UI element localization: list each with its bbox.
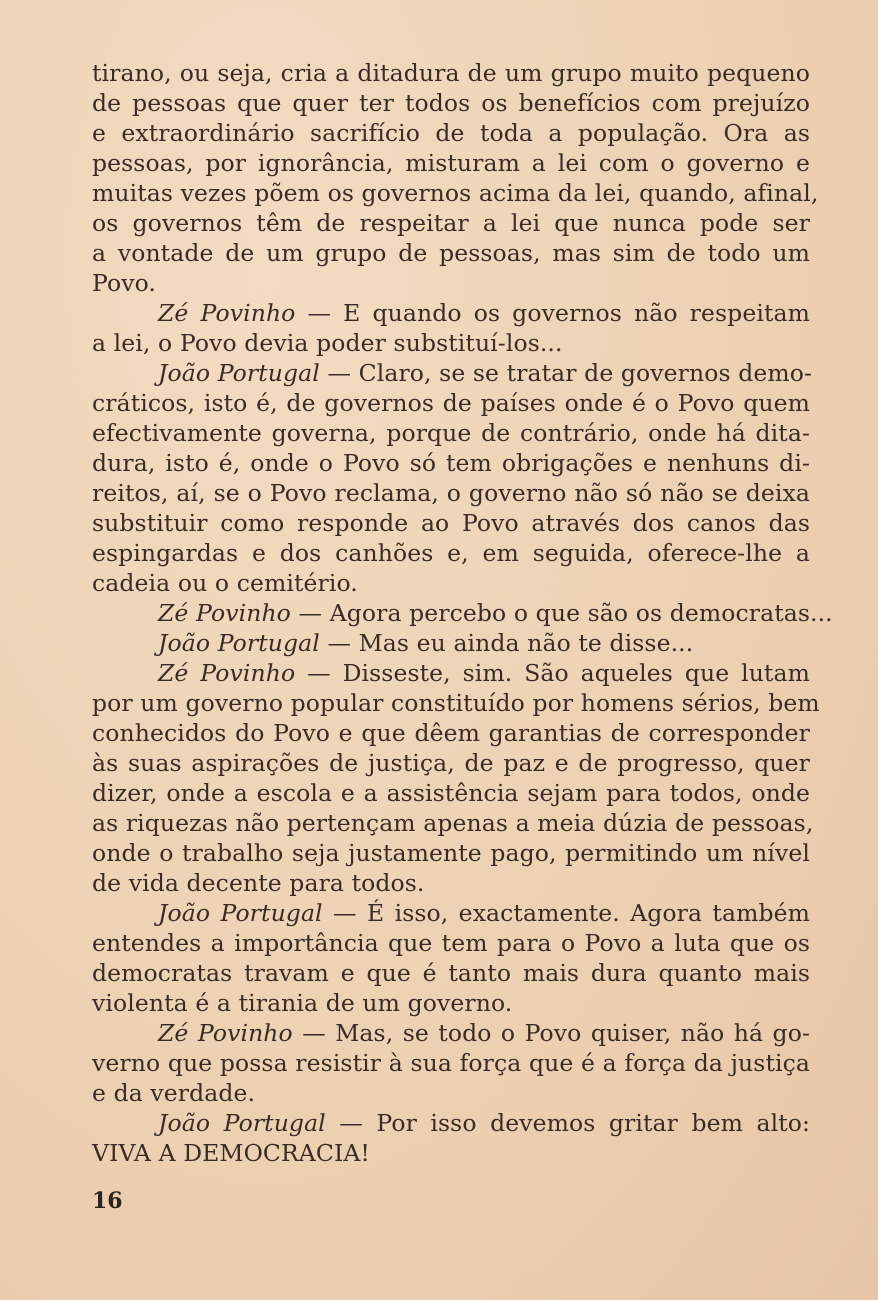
text-line bbox=[92, 478, 810, 508]
text-line bbox=[92, 808, 814, 838]
line-text: espingardas e dos canhões e, em seguida, oferece-lhe a bbox=[92, 539, 810, 567]
page-text-body bbox=[92, 58, 833, 1168]
text-line bbox=[92, 568, 810, 598]
text-line bbox=[92, 148, 810, 178]
line-text: conhecidos do Povo e que dêem garantias de corresponder bbox=[92, 719, 810, 747]
line-text: tirano, ou seja, cria a ditadura de um grupo muito pequeno bbox=[92, 59, 810, 87]
text-line bbox=[92, 1048, 810, 1078]
line-text: violenta é a tirania de um governo. bbox=[92, 989, 513, 1017]
text-line bbox=[92, 508, 810, 538]
text-line bbox=[92, 328, 810, 358]
text-line bbox=[92, 418, 810, 448]
text-line bbox=[92, 118, 810, 148]
line-text: VIVA A DEMOCRACIA! bbox=[92, 1139, 370, 1167]
line-text: substituir como responde ao Povo através dos canos das bbox=[92, 509, 810, 537]
text-line bbox=[92, 538, 810, 568]
line-text: de pessoas que quer ter todos os benefícios com prejuízo bbox=[92, 89, 810, 117]
line-text: a vontade de um grupo de pessoas, mas sim de todo um bbox=[92, 239, 810, 267]
text-line bbox=[92, 178, 819, 208]
line-text: os governos têm de respeitar a lei que nunca pode ser bbox=[92, 209, 810, 237]
line-text: as riquezas não pertençam apenas a meia dúzia de pessoas, bbox=[92, 809, 814, 837]
speaker-name: Zé Povinho bbox=[158, 599, 291, 627]
line-text: efectivamente governa, porque de contrário, onde há dita- bbox=[92, 419, 810, 447]
line-text: por um governo popular constituído por homens sérios, bem bbox=[92, 689, 820, 717]
text-line bbox=[92, 88, 810, 118]
page-number: 16 bbox=[92, 1188, 123, 1214]
line-text: dura, isto é, onde o Povo só tem obrigações e nenhuns di- bbox=[92, 449, 810, 477]
line-text: — E quando os governos não respeitam bbox=[295, 299, 810, 327]
speaker-name: João Portugal bbox=[158, 359, 320, 387]
dialogue-line bbox=[92, 1018, 810, 1048]
dialogue-line bbox=[92, 598, 833, 628]
text-line bbox=[92, 448, 810, 478]
text-line bbox=[92, 688, 820, 718]
text-line bbox=[92, 1138, 810, 1168]
dialogue-line bbox=[92, 298, 810, 328]
speaker-name: Zé Povinho bbox=[158, 659, 296, 687]
text-line bbox=[92, 1078, 810, 1108]
line-text: — Disseste, sim. São aqueles que lutam bbox=[295, 659, 810, 687]
line-text: Povo. bbox=[92, 269, 156, 297]
text-line bbox=[92, 778, 810, 808]
text-line bbox=[92, 868, 810, 898]
line-text: dizer, onde a escola e a assistência sejam para todos, onde bbox=[92, 779, 810, 807]
line-text: a lei, o Povo devia poder substituí-los... bbox=[92, 329, 563, 357]
text-line bbox=[92, 58, 810, 88]
line-text: — É isso, exactamente. Agora também bbox=[322, 899, 810, 927]
speaker-name: Zé Povinho bbox=[158, 299, 296, 327]
speaker-name: João Portugal bbox=[158, 629, 320, 657]
line-text: pessoas, por ignorância, misturam a lei com o governo e bbox=[92, 149, 810, 177]
text-line bbox=[92, 838, 810, 868]
dialogue-line bbox=[92, 628, 810, 658]
line-text: às suas aspirações de justiça, de paz e de progresso, quer bbox=[92, 749, 810, 777]
line-text: de vida decente para todos. bbox=[92, 869, 425, 897]
line-text: — Mas, se todo o Povo quiser, não há go- bbox=[292, 1019, 810, 1047]
line-text: verno que possa resistir à sua força que é a força da justiça bbox=[92, 1049, 810, 1077]
line-text: entendes a importância que tem para o Povo a luta que os bbox=[92, 929, 810, 957]
text-line bbox=[92, 748, 810, 778]
text-line bbox=[92, 988, 810, 1018]
text-line bbox=[92, 238, 810, 268]
dialogue-line bbox=[92, 658, 810, 688]
line-text: — Claro, se se tratar de governos demo- bbox=[319, 359, 813, 387]
speaker-name: João Portugal bbox=[158, 1109, 326, 1137]
line-text: onde o trabalho seja justamente pago, permitindo um nível bbox=[92, 839, 810, 867]
text-line bbox=[92, 268, 810, 298]
line-text: democratas travam e que é tanto mais dura quanto mais bbox=[92, 959, 810, 987]
text-line bbox=[92, 928, 810, 958]
line-text: cadeia ou o cemitério. bbox=[92, 569, 358, 597]
text-line bbox=[92, 388, 810, 418]
line-text: reitos, aí, se o Povo reclama, o governo não só não se deixa bbox=[92, 479, 810, 507]
line-text: e extraordinário sacrifício de toda a população. Ora as bbox=[92, 119, 810, 147]
line-text: e da verdade. bbox=[92, 1079, 256, 1107]
text-line bbox=[92, 958, 810, 988]
dialogue-line bbox=[92, 358, 813, 388]
line-text: — Por isso devemos gritar bem alto: bbox=[325, 1109, 811, 1137]
text-line bbox=[92, 208, 810, 238]
line-text: — Agora percebo o que são os democratas... bbox=[290, 599, 833, 627]
speaker-name: Zé Povinho bbox=[158, 1019, 293, 1047]
line-text: muitas vezes põem os governos acima da lei, quando, afinal, bbox=[92, 179, 819, 207]
speaker-name: João Portugal bbox=[158, 899, 323, 927]
line-text: cráticos, isto é, de governos de países onde é o Povo quem bbox=[92, 389, 810, 417]
line-text: — Mas eu ainda não te disse... bbox=[319, 629, 694, 657]
text-line bbox=[92, 718, 810, 748]
dialogue-line bbox=[92, 1108, 810, 1138]
dialogue-line bbox=[92, 898, 810, 928]
